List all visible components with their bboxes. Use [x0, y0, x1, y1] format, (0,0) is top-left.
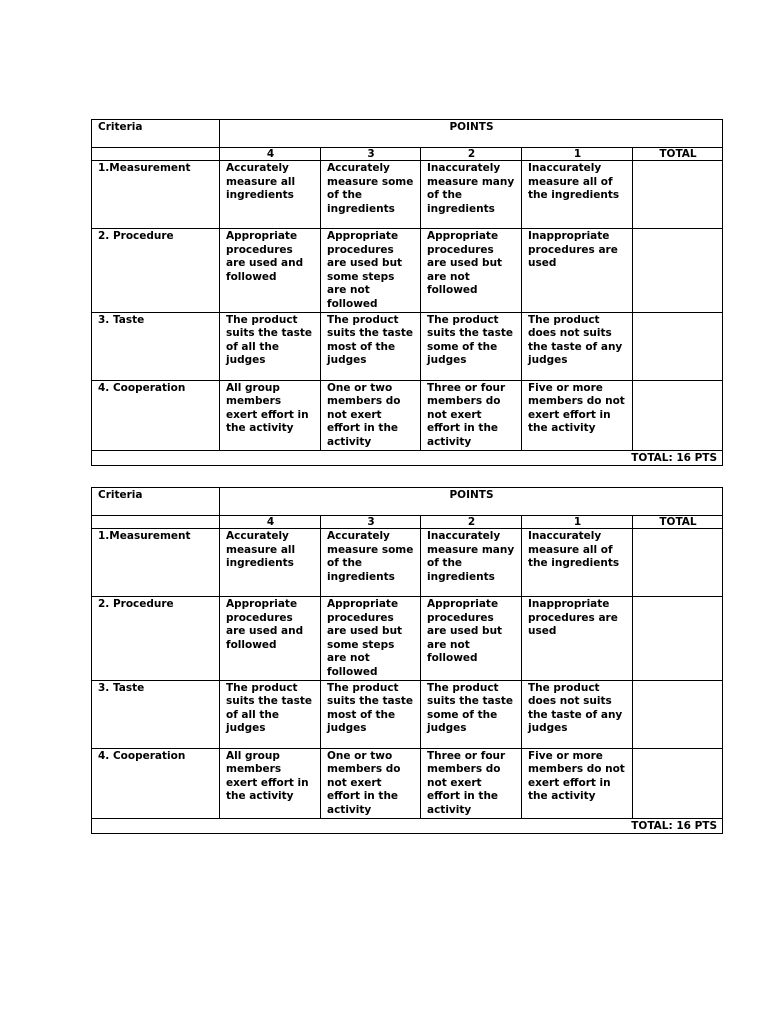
score-row [92, 148, 723, 161]
total-header: TOTAL [633, 148, 723, 161]
descriptor-cell: Inappropriate procedures are used [522, 597, 633, 681]
table-header-row [92, 488, 723, 516]
table-row [92, 161, 723, 229]
criteria-header: Criteria [92, 120, 220, 148]
descriptor-cell: Five or more members do not exert effort in the activity [522, 380, 633, 450]
descriptor-cell: All group members exert effort in the activity [220, 748, 321, 818]
descriptor-cell: The product suits the taste of all the judges [220, 680, 321, 748]
points-header: POINTS [220, 120, 723, 148]
total-cell [633, 748, 723, 818]
descriptor-cell: The product suits the taste some of the judges [421, 312, 522, 380]
empty-cell [92, 148, 220, 161]
table-row [92, 680, 723, 748]
descriptor-cell: All group members exert effort in the activity [220, 380, 321, 450]
descriptor-cell: The product suits the taste most of the judges [321, 680, 421, 748]
score-4: 4 [220, 148, 321, 161]
table-row [92, 597, 723, 681]
descriptor-cell: The product does not suits the taste of any judges [522, 680, 633, 748]
score-1: 1 [522, 516, 633, 529]
total-cell [633, 161, 723, 229]
table-row [92, 229, 723, 313]
total-header: TOTAL [633, 516, 723, 529]
score-3: 3 [321, 148, 421, 161]
descriptor-cell: Inaccurately measure all of the ingredients [522, 529, 633, 597]
score-3: 3 [321, 516, 421, 529]
criteria-header: Criteria [92, 488, 220, 516]
criterion-procedure: 2. Procedure [92, 597, 220, 681]
descriptor-cell: Accurately measure some of the ingredients [321, 529, 421, 597]
criterion-taste: 3. Taste [92, 680, 220, 748]
grand-total-row [92, 818, 723, 833]
criterion-measurement: 1.Measurement [92, 529, 220, 597]
score-1: 1 [522, 148, 633, 161]
descriptor-cell: Appropriate procedures are used but some steps are not followed [321, 229, 421, 313]
total-cell [633, 597, 723, 681]
descriptor-cell: Appropriate procedures are used but are not followed [421, 229, 522, 313]
descriptor-cell: Appropriate procedures are used but are not followed [421, 597, 522, 681]
descriptor-cell: One or two members do not exert effort in the activity [321, 380, 421, 450]
criterion-cooperation: 4. Cooperation [92, 380, 220, 450]
total-cell [633, 229, 723, 313]
descriptor-cell: Accurately measure all ingredients [220, 529, 321, 597]
rubric-table-2 [91, 487, 723, 834]
descriptor-cell: Inappropriate procedures are used [522, 229, 633, 313]
table-row [92, 380, 723, 450]
descriptor-cell: Five or more members do not exert effort in the activity [522, 748, 633, 818]
score-2: 2 [421, 148, 522, 161]
empty-cell [92, 516, 220, 529]
total-cell [633, 680, 723, 748]
descriptor-cell: Appropriate procedures are used but some steps are not followed [321, 597, 421, 681]
total-cell [633, 312, 723, 380]
total-cell [633, 380, 723, 450]
table-row [92, 748, 723, 818]
descriptor-cell: The product suits the taste some of the judges [421, 680, 522, 748]
descriptor-cell: One or two members do not exert effort in the activity [321, 748, 421, 818]
table-row [92, 312, 723, 380]
descriptor-cell: The product suits the taste of all the judges [220, 312, 321, 380]
rubric-table-1 [91, 119, 723, 466]
score-4: 4 [220, 516, 321, 529]
descriptor-cell: The product does not suits the taste of any judges [522, 312, 633, 380]
total-cell [633, 529, 723, 597]
table-row [92, 529, 723, 597]
table-header-row [92, 120, 723, 148]
descriptor-cell: The product suits the taste most of the judges [321, 312, 421, 380]
descriptor-cell: Accurately measure some of the ingredients [321, 161, 421, 229]
descriptor-cell: Appropriate procedures are used and followed [220, 229, 321, 313]
criterion-measurement: 1.Measurement [92, 161, 220, 229]
grand-total: TOTAL: 16 PTS [92, 818, 723, 833]
score-2: 2 [421, 516, 522, 529]
score-row [92, 516, 723, 529]
descriptor-cell: Three or four members do not exert effort in the activity [421, 380, 522, 450]
descriptor-cell: Inaccurately measure all of the ingredients [522, 161, 633, 229]
criterion-taste: 3. Taste [92, 312, 220, 380]
descriptor-cell: Inaccurately measure many of the ingredients [421, 529, 522, 597]
criterion-procedure: 2. Procedure [92, 229, 220, 313]
descriptor-cell: Three or four members do not exert effort in the activity [421, 748, 522, 818]
grand-total: TOTAL: 16 PTS [92, 450, 723, 465]
descriptor-cell: Inaccurately measure many of the ingredients [421, 161, 522, 229]
descriptor-cell: Accurately measure all ingredients [220, 161, 321, 229]
points-header: POINTS [220, 488, 723, 516]
grand-total-row [92, 450, 723, 465]
criterion-cooperation: 4. Cooperation [92, 748, 220, 818]
descriptor-cell: Appropriate procedures are used and followed [220, 597, 321, 681]
